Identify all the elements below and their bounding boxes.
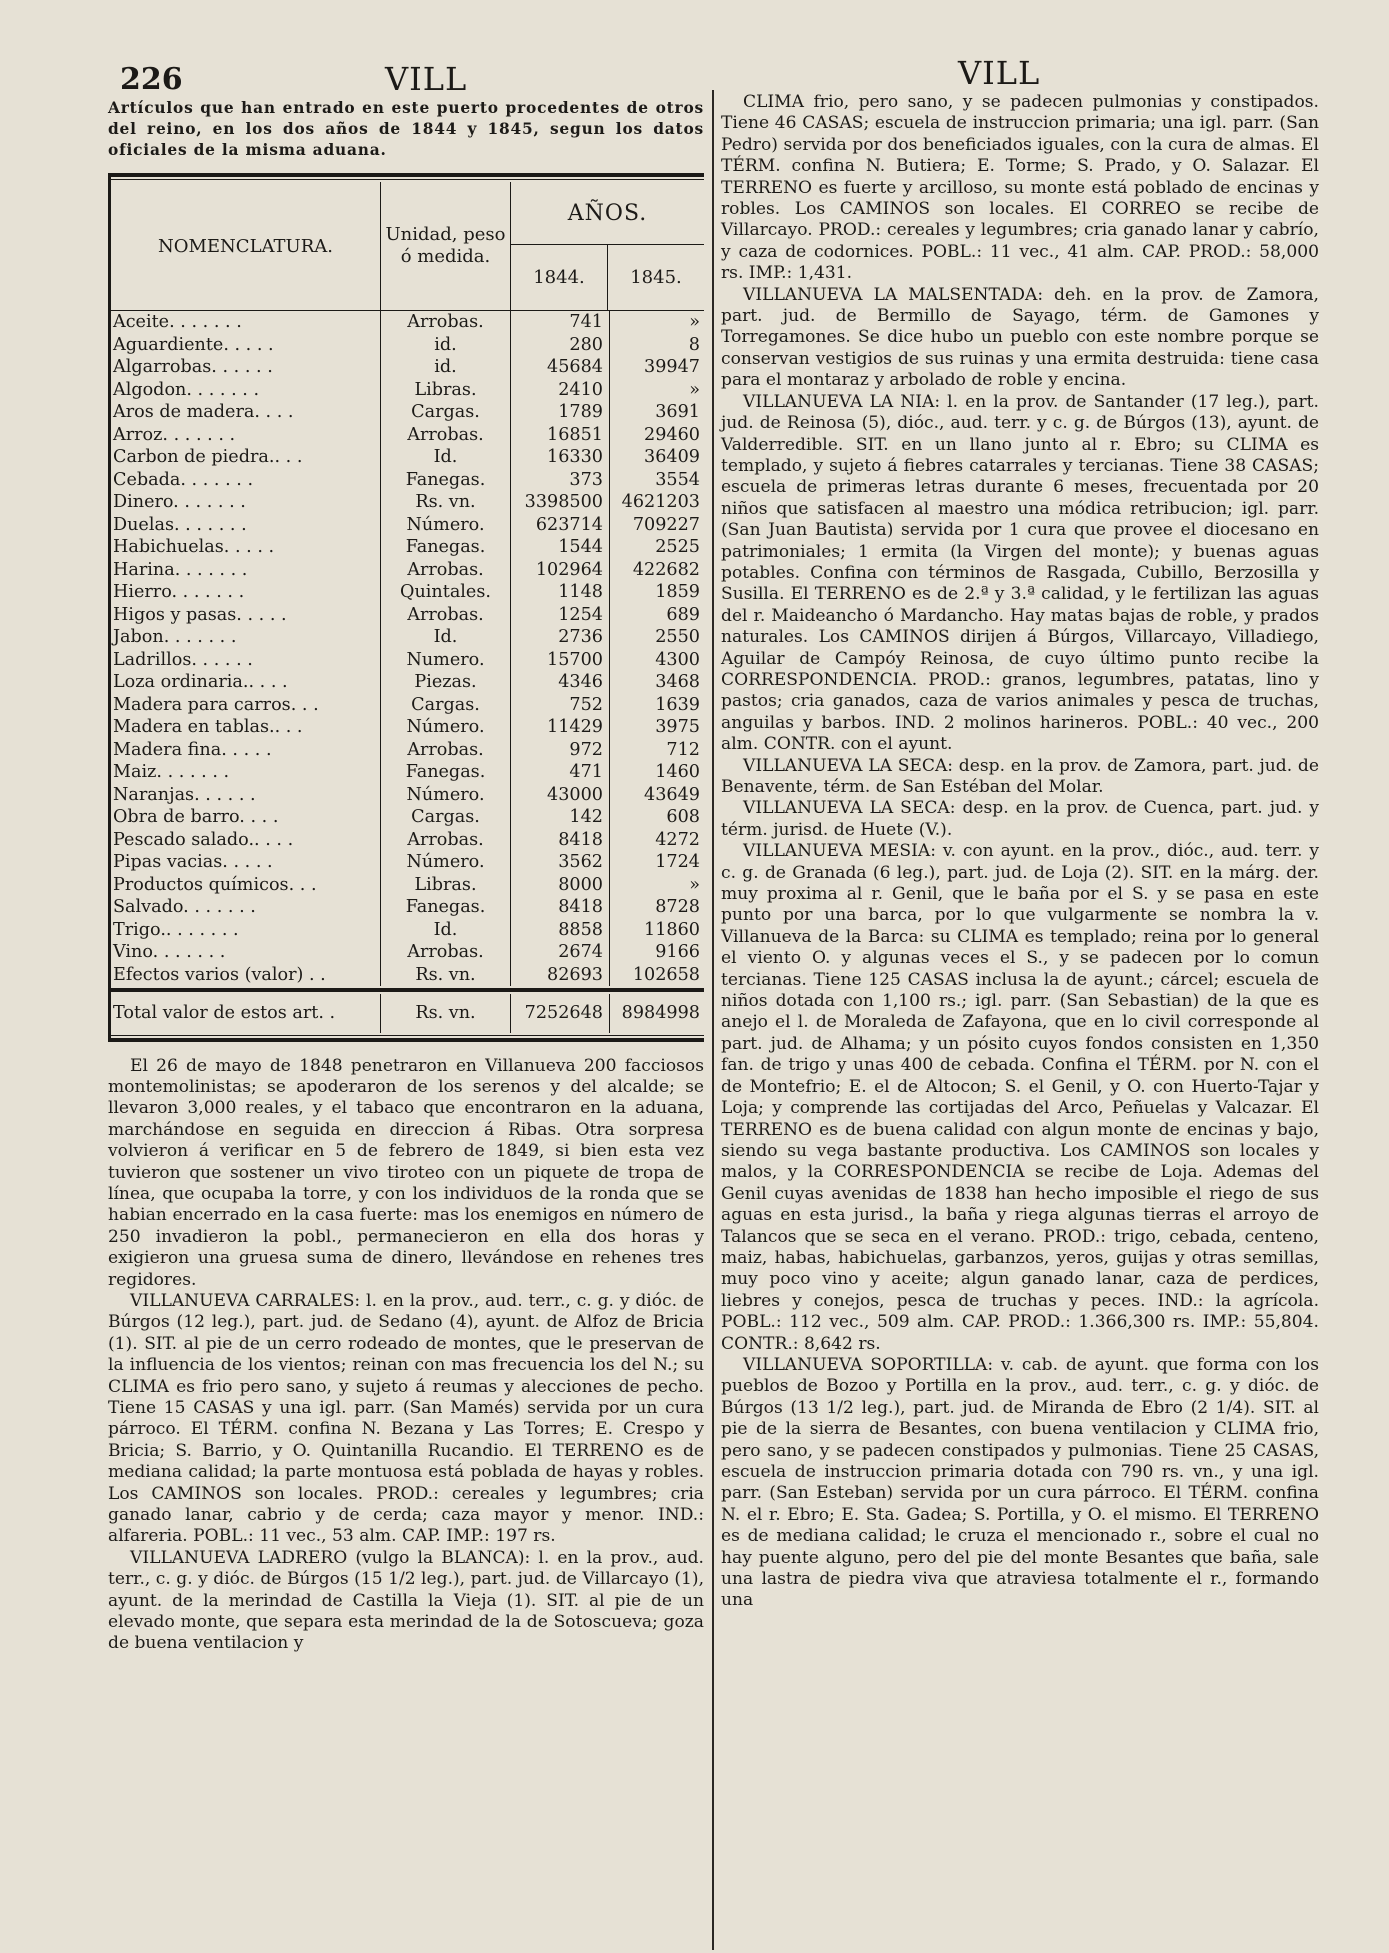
row-1844: 16330	[511, 446, 610, 469]
row-unit: Id.	[381, 446, 511, 469]
table-rule-top-thin	[111, 179, 704, 180]
row-name: Productos químicos. . .	[113, 874, 317, 895]
paragraph: VILLANUEVA MESIA: v. con ayunt. en la prov., dióc., aud. terr. y c. g. de Granada (6 leg.), part. jud. de Loja (2). SIT. en la márg. der. muy proxima al r. Genil, que le baña por el S. y se pasa en este punto por una barca, por lo que vulgarmente se nombra la v. Villanueva de la Barca: su CLIMA es templado; reina por lo general el viento O. y algunas veces el S., y se padecen por lo comun tercianas. Tiene 125 CASAS inclusa la de ayunt.; cárcel; escuela de niños dotada con 1,100 rs.; igl. parr. (San Sebastian) de la que es anejo el l. de Moraleda de Zafayona, que en lo civil corresponde al part. jud. de Alhama; y un pósito cuyos fondos consisten en 1,350 fan. de trigo y unas 400 de cebada. Confina el TÉRM. por N. con el de Montefrio; E. el de Altocon; S. el Genil, y O. con Huerto-Tajar y Loja; y comprende las cortijadas del Arco, Peñuelas y Valcazar. El TERRENO es de buena calidad con algun monte de encinas y bajo, siendo su vega bastante productiva. Los CAMINOS son locales y malos, y la CORRESPONDENCIA se recibe de Loja. Ademas del Genil cuyas avenidas de 1838 han hecho imposible el riego de sus aguas en esta jurisd., la baña y riega algunas tierras el arroyo de Talancos que se seca en el verano. PROD.: trigo, cebada, centeno, maiz, habas, habichuelas, garbanzos, yeros, guijas y otras semillas, muy poco vino y aceite; algun ganado lanar, caza de perdices, liebres y conejos, pesca de truchas y peces. IND.: la agrícola. POBL.: 112 vec., 509 alm. CAP. PROD.: 1.366,300 rs. IMP.: 55,804. CONTR.: 8,642 rs.	[721, 841, 1319, 1354]
table-row	[111, 694, 704, 717]
row-1844: 11429	[511, 716, 610, 739]
row-unit: Rs. vn.	[381, 491, 511, 514]
row-unit: Número.	[381, 851, 511, 874]
row-1844: 16851	[511, 424, 610, 447]
table-row	[111, 536, 704, 559]
row-name: Habichuelas. . . . .	[113, 537, 275, 557]
table-caption: Artículos que han entrado en este puerto procedentes de otros del reino, en los dos años de 1844 y 1845, segun los datos oficiales de la misma aduana.	[108, 99, 704, 159]
row-1844: 1148	[511, 581, 610, 604]
row-1845: 689	[666, 604, 700, 625]
row-unit: Fanegas.	[381, 536, 511, 559]
row-name: Ladrillos. . . . . .	[113, 649, 253, 670]
table-row	[111, 424, 704, 447]
row-name: Obra de barro. . . .	[113, 807, 279, 827]
row-1844: 752	[511, 694, 610, 717]
row-1844: 43000	[511, 784, 610, 807]
row-1845: »	[689, 874, 700, 895]
row-unit: Fanegas.	[381, 469, 511, 492]
row-name: Jabon. . . . . . .	[113, 627, 237, 647]
header-unidad: Unidad, peso ó medida.	[380, 182, 511, 310]
running-head-left: VILL	[385, 60, 468, 98]
row-1844: 623714	[511, 514, 610, 537]
row-name: Madera en tablas.. . .	[113, 717, 303, 737]
row-1845: 2550	[655, 627, 700, 647]
paragraph: VILLANUEVA LA SECA: desp. en la prov. de Zamora, part. jud. de Benavente, térm. de San Estéban del Molar.	[721, 755, 1319, 797]
row-1844: 741	[511, 311, 610, 334]
table-row	[111, 356, 704, 379]
table-row	[111, 829, 704, 852]
row-unit: Piezas.	[381, 671, 511, 694]
row-unit: Fanegas.	[381, 896, 511, 919]
paragraph: VILLANUEVA LA MALSENTADA: deh. en la prov. de Zamora, part. jud. de Bermillo de Sayago, térm. de Gamones y Torregamones. Se dice hubo un pueblo con este nombre porque se conservan vestigios de sus ruinas y una ermita destruida: tiene casa para el montaraz y arbolado de roble y encina.	[721, 284, 1319, 391]
row-name: Duelas. . . . . . .	[113, 514, 247, 535]
row-1844: 471	[511, 761, 610, 784]
header-year-1845: 1845.	[630, 267, 682, 288]
row-1845: 29460	[644, 424, 700, 445]
table-row	[111, 379, 704, 402]
header-years	[511, 182, 704, 310]
row-1845: 712	[666, 739, 700, 760]
table-total	[111, 994, 704, 1033]
table-rule-bottom-thin	[111, 1035, 704, 1036]
row-name: Madera fina. . . . .	[113, 739, 272, 760]
row-name: Arroz. . . . . . .	[113, 424, 236, 445]
table-row	[111, 514, 704, 537]
row-1845: 4272	[655, 829, 700, 850]
row-1844: 972	[511, 739, 610, 762]
header-nomenclatura: NOMENCLATURA.	[157, 235, 334, 257]
table-row	[111, 851, 704, 874]
total-unit: Rs. vn.	[381, 994, 511, 1033]
row-1844: 1254	[511, 604, 610, 627]
paragraph: VILLANUEVA LADRERO (vulgo la BLANCA): l. en la prov., aud. terr., c. g. y dióc. de Búrgos (15 1/2 leg.), part. jud. de Villarcayo (1), ayunt. de la merindad de Castilla la Vieja (1). SIT. al pie de un elevado monte, que separa esta merindad de la de Sotoscueva; goza de buena ventilacion y	[108, 1547, 704, 1654]
row-1845: 3975	[655, 717, 700, 737]
row-unit: Rs. vn.	[381, 964, 511, 987]
row-1845: 8728	[655, 897, 700, 917]
row-1845: »	[689, 379, 700, 400]
row-1844: 2674	[511, 941, 610, 964]
row-1845: 1639	[655, 694, 700, 715]
row-1844: 3562	[511, 851, 610, 874]
row-name: Aguardiente. . . . .	[113, 334, 274, 355]
row-name: Vino. . . . . . .	[113, 942, 226, 962]
row-1845: 3691	[655, 402, 700, 422]
row-name: Efectos varios (valor) . .	[113, 964, 326, 985]
row-unit: Número.	[381, 514, 511, 537]
header-year-1844: 1844.	[511, 245, 608, 310]
row-1845: 4300	[655, 649, 700, 670]
table-rule-bottom	[111, 1038, 704, 1042]
row-1845: 8	[688, 334, 700, 355]
table-row	[111, 716, 704, 739]
row-unit: Cargas.	[381, 806, 511, 829]
table-row	[111, 761, 704, 784]
table-row	[111, 874, 704, 897]
row-name: Dinero. . . . . . .	[113, 492, 246, 512]
left-column	[108, 98, 704, 1655]
total-1844: 7252648	[511, 994, 610, 1033]
table-row	[111, 806, 704, 829]
row-name: Aros de madera. . . .	[113, 402, 294, 422]
row-unit: Cargas.	[381, 401, 511, 424]
row-name: Loza ordinaria.. . . .	[113, 672, 288, 692]
row-unit: Libras.	[381, 874, 511, 897]
row-name: Hierro. . . . . . .	[113, 582, 245, 602]
table-row	[111, 739, 704, 762]
table-row	[111, 626, 704, 649]
table-rule-top	[111, 173, 704, 177]
row-1844: 8858	[511, 919, 610, 942]
row-unit: Quintales.	[381, 581, 511, 604]
row-1844: 142	[511, 806, 610, 829]
table-row	[111, 784, 704, 807]
table-row	[111, 469, 704, 492]
table-row	[111, 491, 704, 514]
row-name: Harina. . . . . . .	[113, 559, 248, 580]
table-row	[111, 311, 704, 334]
table-body	[111, 311, 704, 986]
row-1844: 1789	[511, 401, 610, 424]
paragraph: VILLANUEVA LA NIA: l. en la prov. de Santander (17 leg.), part. jud. de Reinosa (5), dióc., aud. terr. y c. g. de Búrgos (13), ayunt. de Valderredible. SIT. en un llano junto al r. Ebro; su CLIMA es templado, y sujeto á fiebres catarrales y tercianas. Tiene 38 CASAS; escuela de primeras letras durante 6 meses, frecuentada por 20 niños que satisfacen al maestro una módica retribucion; igl. parr. (San Juan Bautista) servida por 1 cura que provee el diocesano en patrimoniales; 1 ermita (la Virgen del monte); y buenas aguas potables. Confina con términos de Rasgada, Cubillo, Berzosilla y Susilla. El TERRENO es de 2.ª y 3.ª calidad, y le fertilizan las aguas del r. Maideancho ó Mardancho. Hay matas bajas de roble, y prados naturales. Los CAMINOS dirijen á Búrgos, Villarcayo, Villadiego, Aguilar de Campóy Reinosa, de cuyo último punto recibe la CORRESPONDENCIA. PROD.: granos, legumbres, patatas, lino y pastos; cria ganados, caza de varios animales y pesca de truchas, anguilas y barbos. IND. 2 molinos harineros. POBL.: 40 vec., 200 alm. CONTR. con el ayunt.	[721, 391, 1319, 755]
row-unit: Número.	[381, 784, 511, 807]
table-row	[111, 446, 704, 469]
row-1844: 8418	[511, 896, 610, 919]
row-1845: 9166	[655, 942, 700, 962]
row-1845: 36409	[644, 447, 700, 467]
row-1845: 102658	[632, 964, 700, 985]
table-header	[111, 182, 704, 311]
row-unit: Libras.	[381, 379, 511, 402]
row-1845: 11860	[644, 919, 700, 940]
left-prose	[108, 1056, 704, 1655]
row-name: Trigo.. . . . . . .	[113, 919, 239, 940]
row-unit: Arrobas.	[381, 829, 511, 852]
row-1845: 608	[666, 807, 700, 827]
table-row	[111, 671, 704, 694]
row-unit: Id.	[381, 919, 511, 942]
row-1845: 1460	[655, 762, 700, 782]
row-name: Pescado salado.. . . .	[113, 829, 294, 850]
row-1845: 3554	[655, 469, 700, 490]
row-unit: Fanegas.	[381, 761, 511, 784]
row-unit: Arrobas.	[381, 604, 511, 627]
table-row	[111, 941, 704, 964]
row-name: Madera para carros. . .	[113, 694, 319, 715]
row-unit: Arrobas.	[381, 311, 511, 334]
row-1844: 1544	[511, 536, 610, 559]
row-name: Aceite. . . . . . .	[113, 312, 242, 332]
row-1844: 3398500	[511, 491, 610, 514]
paragraph: El 26 de mayo de 1848 penetraron en Villanueva 200 facciosos montemolinistas; se apoderaron de los serenos y del alcalde; se llevaron 3,000 reales, y el tabaco que encontraron en la aduana, marchándose en seguida en direccion á Ribas. Otra sorpresa volvieron á verificar en 5 de febrero de 1849, si bien esta vez tuvieron que sostener un vivo tiroteo con un piquete de tropa de línea, que ocupaba la torre, y con los individuos de la ronda que se habian encerrado en la casa fuerte: mas los enemigos en número de 250 invadieron la pobl., permanecieron en ella dos horas y exigieron una gruesa suma de dinero, llevándose en rehenes tres regidores.	[108, 1055, 704, 1290]
total-name: Total valor de estos art. .	[113, 1003, 336, 1023]
row-unit: id.	[381, 334, 511, 357]
paragraph: VILLANUEVA CARRALES: l. en la prov., aud. terr., c. g. y dióc. de Búrgos (12 leg.), part. jud. de Sedano (4), ayunt. de Alfoz de Bricia (1). SIT. al pie de un cerro rodeado de montes, que le preservan de la influencia de los vientos; reinan con mas frecuencia los del N.; su CLIMA es frio pero sano, y sujeto á reumas y alecciones de pecho. Tiene 15 CASAS y una igl. parr. (San Mamés) servida por un cura párroco. El TÉRM. confina N. Bezana y Las Torres; E. Crespo y Bricia; S. Barrio, y O. Quintanilla Rucandio. El TERRENO es de mediana calidad; la parte montuosa está poblada de hayas y robles. Los CAMINOS son locales. PROD.: cereales y legumbres; cria ganado lanar, cabrio y de cerda; caza mayor y menor. IND.: alfareria. POBL.: 11 vec., 53 alm. CAP. IMP.: 197 rs.	[108, 1290, 704, 1547]
row-1845: 1724	[655, 852, 700, 872]
row-1845: »	[689, 312, 700, 332]
running-head-right: VILL	[958, 54, 1041, 92]
row-name: Salvado. . . . . . .	[113, 897, 256, 917]
row-unit: Id.	[381, 626, 511, 649]
row-unit: Arrobas.	[381, 739, 511, 762]
row-name: Higos y pasas. . . . .	[113, 604, 287, 625]
row-1845: 709227	[632, 514, 700, 535]
paragraph: VILLANUEVA LA SECA: desp. en la prov. de Cuenca, part. jud. y térm. jurisd. de Huete (V.).	[721, 798, 1319, 840]
row-name: Carbon de piedra.. . .	[113, 447, 303, 467]
row-1844: 2410	[511, 379, 610, 402]
total-row	[111, 994, 704, 1033]
row-1845: 43649	[644, 784, 700, 805]
row-name: Algarrobas. . . . . .	[113, 357, 273, 377]
row-unit: Arrobas.	[381, 424, 511, 447]
row-1844: 8418	[511, 829, 610, 852]
paragraph: CLIMA frio, pero sano, y se padecen pulmonias y constipados. Tiene 46 CASAS; escuela de instruccion primaria; una igl. parr. (San Pedro) servida por dos beneficiados iguales, con la cura de almas. El TÉRM. confina N. Butiera; E. Torme; S. Prado, y O. Salazar. El TERRENO es fuerte y arcilloso, su monte está poblado de encinas y robles. Los CAMINOS son locales. El CORREO se recibe de Villarcayo. PROD.: cereales y legumbres; cria ganado lanar y cabrío, y caza de codornices. POBL.: 11 vec., 41 alm. CAP. PROD.: 58,000 rs. IMP.: 1,431.	[721, 92, 1319, 284]
table-row	[111, 964, 704, 987]
row-name: Algodon. . . . . . .	[113, 379, 260, 400]
table-row	[111, 334, 704, 357]
table-row	[111, 919, 704, 942]
row-1844: 8000	[511, 874, 610, 897]
row-unit: id.	[381, 356, 511, 379]
table-row	[111, 581, 704, 604]
column-divider	[712, 90, 714, 1950]
row-unit: Arrobas.	[381, 559, 511, 582]
row-1844: 2736	[511, 626, 610, 649]
row-1845: 39947	[644, 357, 700, 377]
table-row	[111, 896, 704, 919]
row-unit: Cargas.	[381, 694, 511, 717]
row-1844: 82693	[511, 964, 610, 987]
row-name: Pipas vacias. . . . .	[113, 852, 273, 872]
row-1845: 1859	[655, 582, 700, 602]
row-1845: 2525	[655, 537, 700, 557]
right-column	[721, 92, 1319, 1612]
row-1844: 102964	[511, 559, 610, 582]
row-1844: 15700	[511, 649, 610, 672]
total-1845: 8984998	[621, 1003, 700, 1023]
row-1844: 45684	[511, 356, 610, 379]
row-name: Naranjas. . . . . .	[113, 784, 256, 805]
row-1845: 422682	[632, 559, 700, 580]
row-unit: Numero.	[381, 649, 511, 672]
row-1845: 3468	[655, 672, 700, 692]
row-1845: 4621203	[621, 492, 700, 512]
table-row	[111, 604, 704, 627]
row-1844: 4346	[511, 671, 610, 694]
row-unit: Número.	[381, 716, 511, 739]
table-row	[111, 559, 704, 582]
table-row	[111, 649, 704, 672]
row-name: Maiz. . . . . . .	[113, 762, 230, 782]
paragraph: VILLANUEVA SOPORTILLA: v. cab. de ayunt. que forma con los pueblos de Bozoo y Portilla en la prov., aud. terr., c. g. y dióc. de Búrgos (13 1/2 leg.), part. jud. de Miranda de Ebro (2 1/4). SIT. al pie de la sierra de Besantes, con buena ventilacion y CLIMA frio, pero sano, y se padecen constipados y pulmonias. Tiene 25 CASAS, escuela de instruccion primaria dotada con 790 rs. vn., y una igl. parr. (San Esteban) servida por un cura párroco. El TÉRM. confina N. el r. Ebro; E. Sta. Gadea; S. Portilla, y O. el mismo. El TERRENO es de mediana calidad; le cruza el mencionado r., sobre el cual no hay puente alguno, pero del pie del monte Besantes que baña, sale una lastra de piedra viva que atraviesa totalmente el r., formando una	[721, 1354, 1319, 1611]
table-rule-mid	[111, 988, 704, 992]
row-1844: 373	[511, 469, 610, 492]
header-year-cells	[511, 245, 704, 310]
row-1844: 280	[511, 334, 610, 357]
imports-table	[108, 173, 704, 1042]
header-anos: AÑOS.	[511, 182, 704, 245]
page-number: 226	[120, 62, 183, 97]
row-unit: Arrobas.	[381, 941, 511, 964]
row-name: Cebada. . . . . . .	[113, 469, 254, 490]
table-row	[111, 401, 704, 424]
